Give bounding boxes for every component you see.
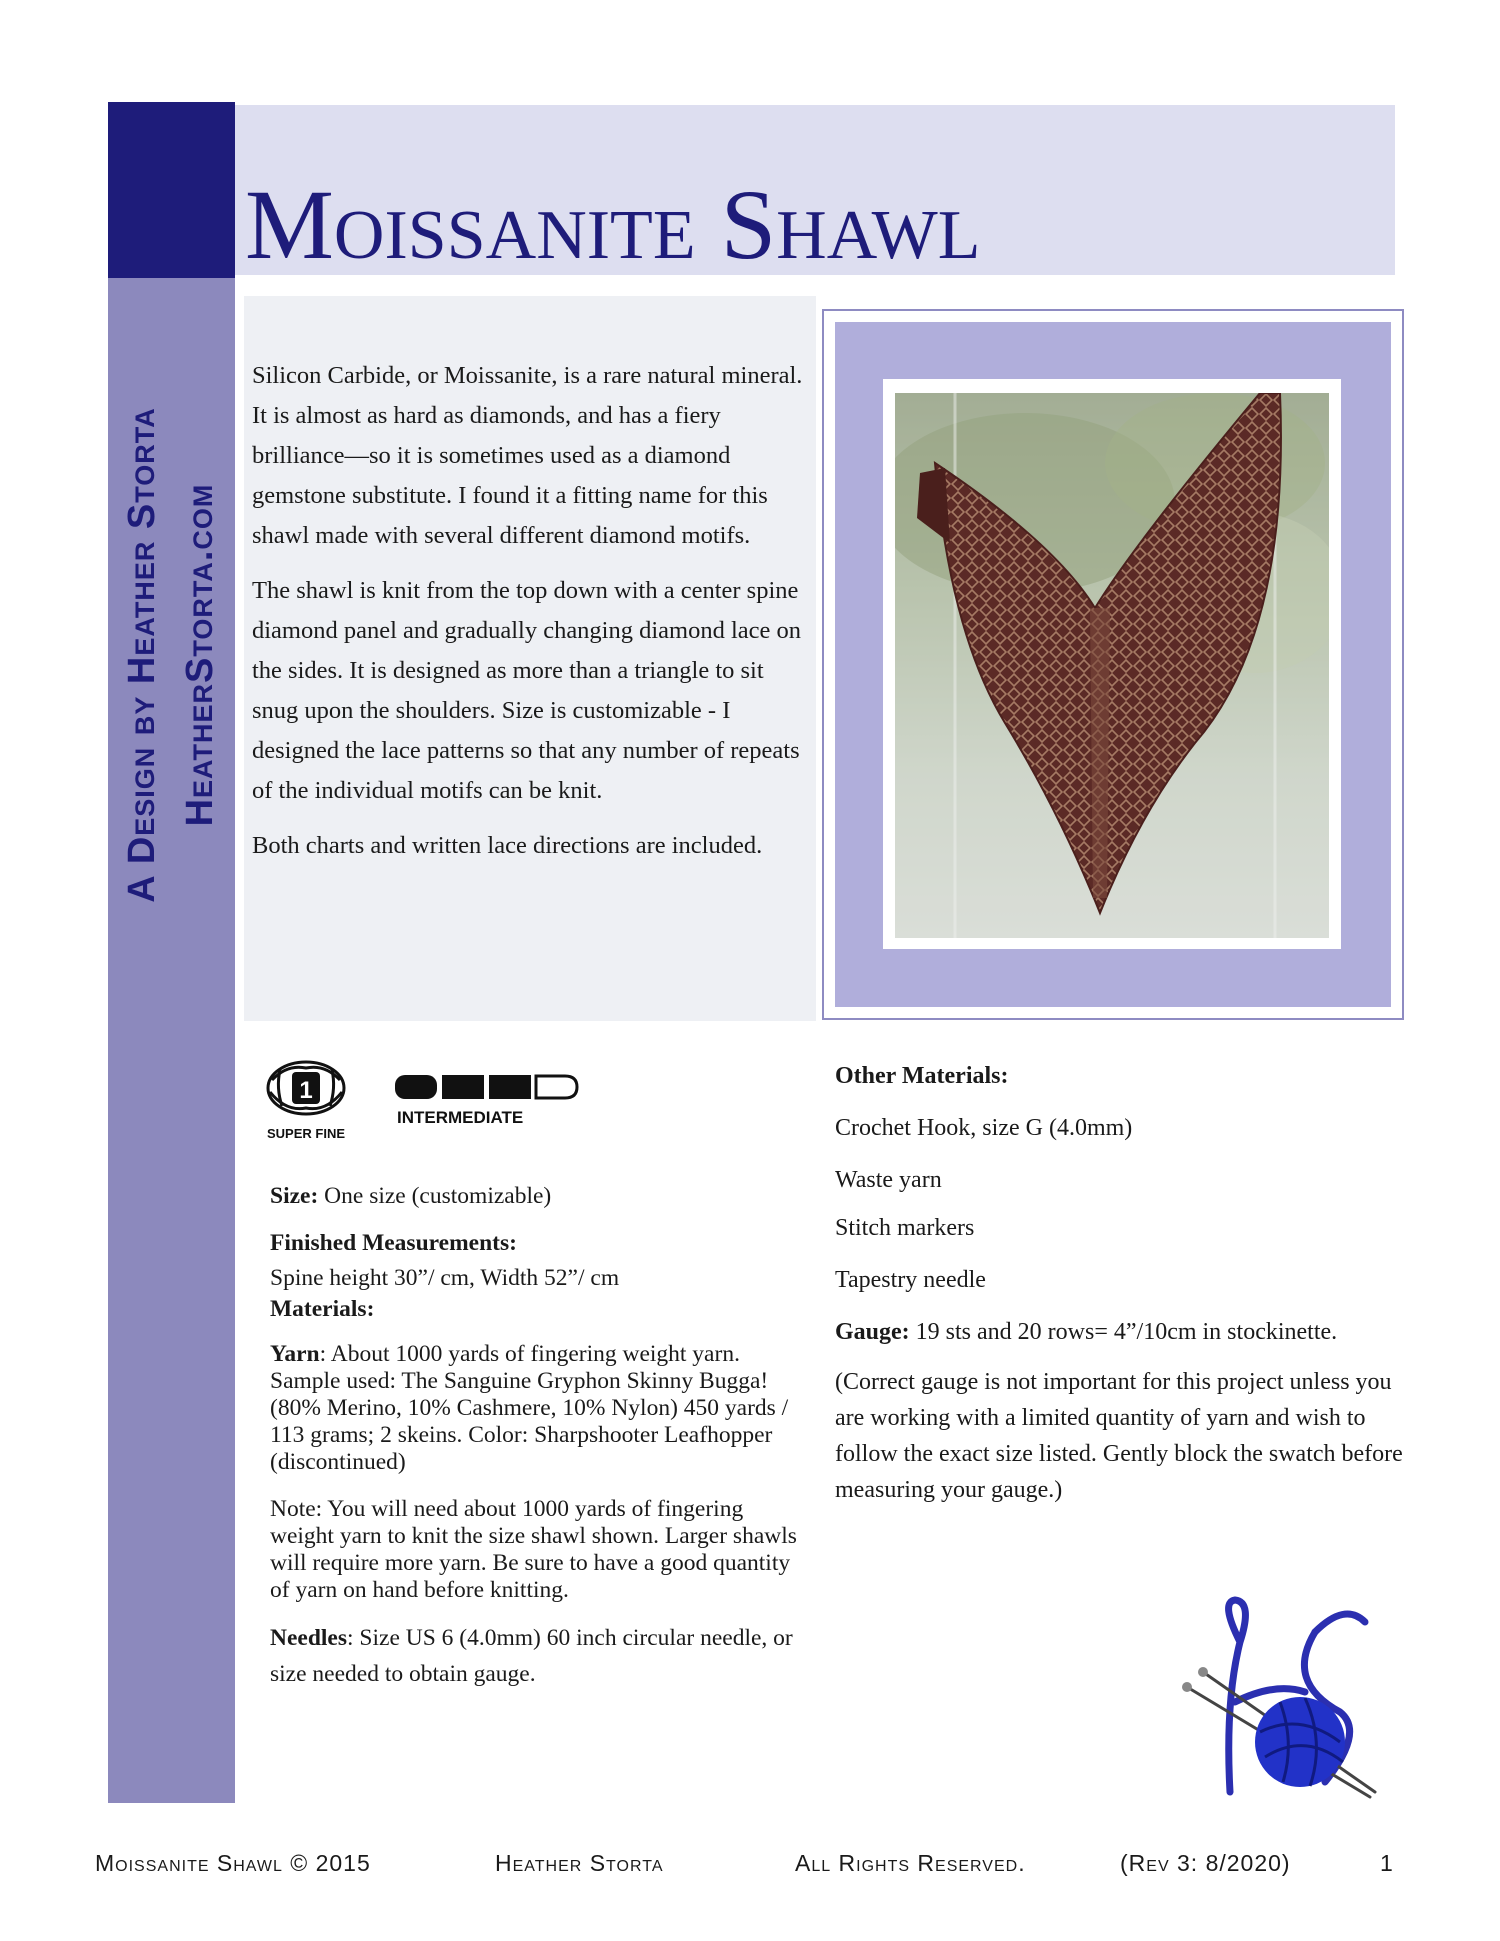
intro-paragraph-2: The shawl is knit from the top down with a center spine diamond panel and gradually changing diamond lace on the sides. It is designed as more than a triangle to sit snug upon the shoulders. Size is customizable - I designed the lace patterns so that any number of repeats of the individual motifs can be knit. (252, 577, 802, 804)
yarn-weight-icon (262, 1060, 352, 1145)
gauge-label: Gauge: (835, 1319, 910, 1345)
yarn-value: : About 1000 yards of fingering weight yarn. Sample used: The Sanguine Gryphon Skinny Bugga! (80% Merino, 10% Cashmere, 10% Nylon) 450 yards / 113 grams; 2 skeins. Color: Sharpshooter Leafhopper (discontinued) (270, 1341, 789, 1475)
intro-paragraph-3: Both charts and written lace directions are included. (252, 832, 763, 859)
needles-line (270, 1620, 810, 1692)
skill-level-icon (395, 1073, 595, 1133)
page-footer (95, 1850, 1415, 1880)
sidebar-website-line: HeatherStorta.com (179, 483, 221, 827)
left-column (270, 1183, 810, 1692)
yarn-note: Note: You will need about 1000 yards of fingering weight yarn to knit the size shawl shown. Larger shawls will require more yarn. Be sure to have a good quantity of yarn on hand before knitting. (270, 1496, 797, 1603)
material-item: Stitch markers (835, 1215, 975, 1241)
yarn-line (270, 1341, 810, 1476)
materials-label: Materials: (270, 1296, 375, 1322)
sidebar-designer-line: A Design by Heather Storta (121, 407, 163, 903)
material-item: Tapestry needle (835, 1267, 986, 1293)
gauge-value: 19 sts and 20 rows= 4”/10cm in stockinette. (909, 1319, 1338, 1345)
designer-logo (1165, 1592, 1405, 1812)
right-column (835, 1058, 1405, 1508)
other-materials-label: Other Materials: (835, 1063, 1009, 1089)
gauge-line (835, 1314, 1405, 1350)
yarn-weight-label: SUPER FINE (266, 1126, 346, 1141)
finished-measurements-value: Spine height 30”/ cm, Width 52”/ cm (270, 1265, 620, 1291)
shawl-photo (895, 393, 1329, 938)
footer-rights: All Rights Reserved. (795, 1850, 1026, 1876)
finished-measurements-label: Finished Measurements: (270, 1230, 517, 1256)
yarn-label: Yarn (270, 1341, 320, 1367)
footer-revision: (Rev 3: 8/2020) (1120, 1850, 1291, 1876)
size-value: One size (customizable) (324, 1183, 552, 1209)
footer-page-number: 1 (1380, 1850, 1394, 1876)
page-title: Moissanite Shawl (245, 169, 981, 280)
material-item: Waste yarn (835, 1167, 942, 1193)
gauge-note: (Correct gauge is not important for this project unless you are working with a limited quantity of yarn and wish to follow the exact size listed. Gently block the swatch before measuring your gauge.) (835, 1369, 1403, 1503)
size-label: Size: (270, 1183, 319, 1209)
material-item: Crochet Hook, size G (4.0mm) (835, 1115, 1133, 1141)
intro-text (252, 356, 812, 881)
skill-level-label: INTERMEDIATE (397, 1108, 524, 1127)
footer-title: Moissanite Shawl © 2015 (95, 1850, 371, 1876)
footer-author: Heather Storta (495, 1850, 664, 1876)
sidebar-accent-block (108, 102, 235, 278)
intro-paragraph-1: Silicon Carbide, or Moissanite, is a rare natural mineral. It is almost as hard as diamonds, and has a fiery brilliance—so it is sometimes used as a diamond gemstone substitute. I found it a fitting name for this shawl made with several different diamond motifs. (252, 362, 803, 549)
yarn-weight-number: 1 (299, 1077, 313, 1104)
size-line (270, 1183, 810, 1210)
needles-label: Needles (270, 1625, 348, 1651)
needles-value: : Size US 6 (4.0mm) 60 inch circular needle, or size needed to obtain gauge. (270, 1625, 793, 1687)
